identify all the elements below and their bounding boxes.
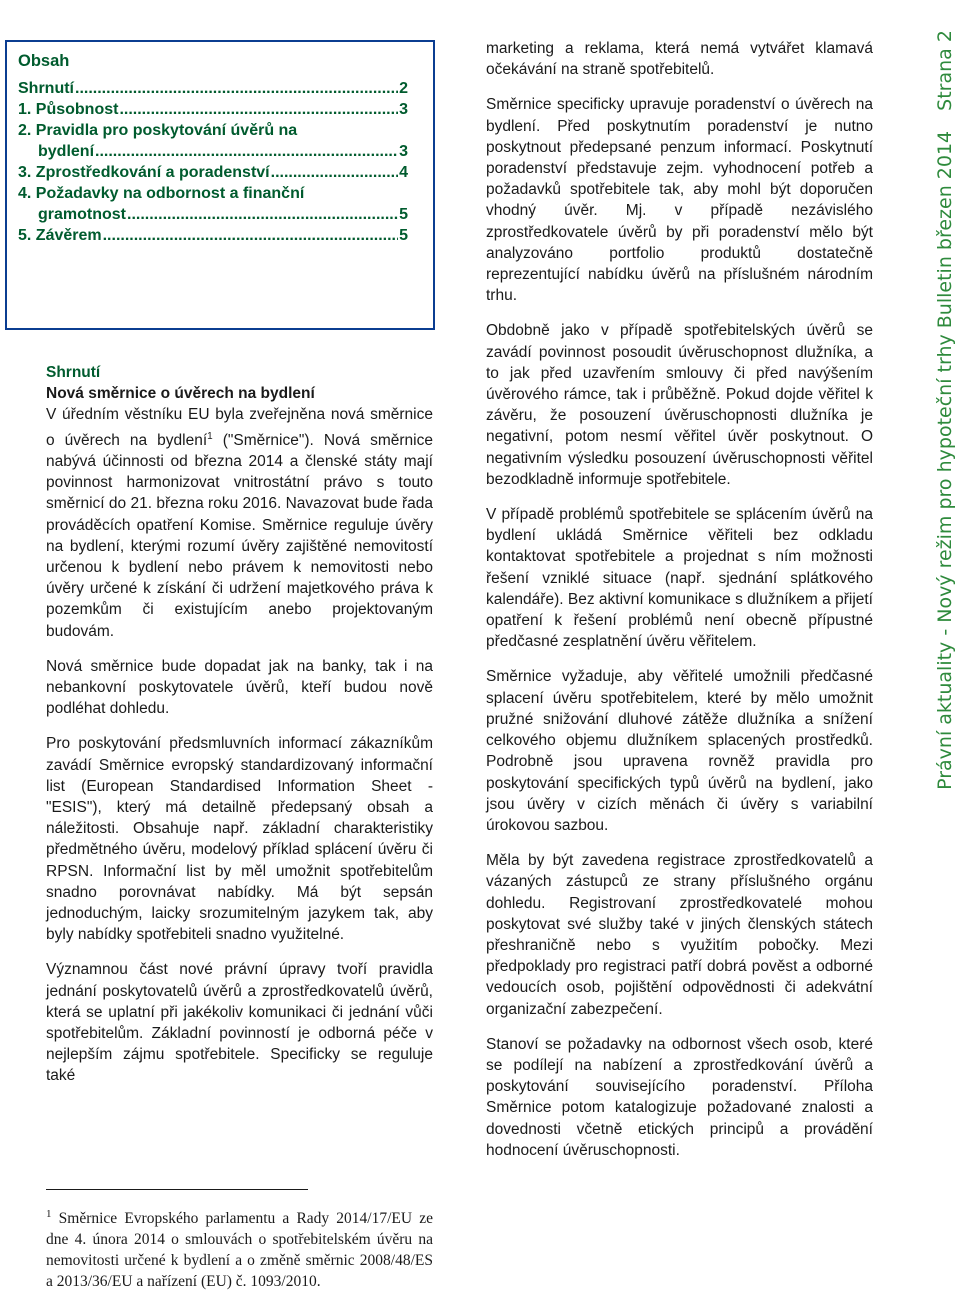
toc-entry-summary[interactable]: Shrnutí ..... 2 — [18, 78, 408, 99]
toc-entry-scope[interactable]: 1. Působnost ..... 3 — [18, 99, 408, 120]
summary-paragraph-2: Nová směrnice bude dopadat jak na banky, tak i na nebankovní poskytovatele úvěrů, kteří budou nově podléhat dohledu. — [46, 657, 433, 718]
side-banner — [931, 30, 959, 790]
summary-paragraph-1: V úředním věstníku EU byla zveřejněna nová směrnice o úvěrech na bydlení$^1$ ("Směrnice"). Nová směrnice nabývá účinnosti od března 2014 a členské státy mají povinnost harmonizovat vnitrostátní právo s touto směrnicí do 21. března roku 2016. Navazovat bude řada prováděcích opatření Komise. Směrnice reguluje úvěry na bydlení, kterými rozumí úvěry zajištěné nemovitostí určenou k bydlení nebo právem k nemovitosti nebo úvěry určené k získání či udržení majetkového práva k pozemkům či existujícím anebo projektovaným budovám. — [46, 406, 433, 640]
footnote-ref[interactable]: 1 — [207, 430, 213, 442]
right-paragraph-2: Směrnice specificky upravuje poradenství o úvěrech na bydlení. Před poskytnutím poradenství je nutno poskytnout předepsané penzum informací. Poskytnutí poradenství představuje zejm. vyhodnocení potřeb a požadavků spotřebitele tak, aby mohl být doporučen vhodný úvěr. Mj. v případě nezávislého zprostředkovatele úvěrů by při poradenství mělo být analyzováno portfolio produktů dostatečně reprezentující nabídku úvěrů na příslušném národním trhu. — [486, 96, 873, 305]
footnote-number: 1 — [46, 1208, 52, 1220]
right-paragraph-3: Obdobně jako v případě spotřebitelských úvěrů se zavádí povinnost posoudit úvěruschopnost dlužníka, a to jak před uzavřením smlouvy či před navýšením úvěrového rámce, tak i průběžně. Pokud dojde věřitel k závěru, že posouzení úvěruschopnosti dlužníka je negativní, potom nesmí věřitel úvěr poskytnout. O negativním výsledku posouzení úvěruschopnosti věřitel bezodkladně informuje spotřebitele. — [486, 322, 873, 488]
left-column — [46, 362, 433, 1100]
right-paragraph-6: Měla by být zavedena registrace zprostředkovatelů a vázaných zástupců ze strany příslušného orgánu dohledu. Registrovaní zprostředkovatelé mohou poskytovat své služby také v jiných členských státech přeshraničně nebo s využitím pobočky. Mezi předpoklady pro registraci patří dobrá pověst a odborné vedoucích osob, pojištění odpovědnosti či adekvátní organizační zabezpečení. — [486, 852, 873, 1018]
right-paragraph-1: marketing a reklama, která nemá vytvářet klamavá očekávání na straně spotřebitelů. — [486, 40, 873, 79]
side-banner-title: Právní aktuality - Nový režim pro hypoteční trhy Bulletin březen 2014 — [934, 130, 956, 790]
footnote-divider — [46, 1189, 308, 1190]
summary-paragraph-4: Významnou část nové právní úpravy tvoří pravidla jednání poskytovatelů úvěrů a zprostředkovatelů úvěrů, která se uplatní při jakékoliv komunikaci či jednání vůči spotřebitelům. Základní povinností je odborná péče v nejlepším zájmu spotřebitele. Specificky se reguluje také — [46, 961, 433, 1085]
side-banner-page: Strana 2 — [934, 30, 956, 111]
summary-subheading: Nová směrnice o úvěrech na bydlení — [46, 385, 315, 403]
summary-paragraph-3: Pro poskytování předsmluvních informací zákazníkům zavádí Směrnice evropský standardizovaný informační list (European Standardised Information Sheet - "ESIS"), který má detailně předepsaný obsah a náležitosti. Obsahuje např. základní charakteristiky předmětného úvěru, modelový příklad splácení úvěru či RPSN. Informační list by měl umožnit spotřebitelům snadno porovnávat nabídky. Má být sepsán jednoduchým, laicky srozumitelným jazykem tak, aby byly nabídky spotřebiteli snadno využitelné. — [46, 735, 433, 944]
toc-list — [18, 78, 408, 246]
toc-entry-requirements[interactable]: 4. Požadavky na odbornost a finanční gramotnost ..... 5 — [18, 183, 408, 225]
summary-heading: Shrnutí — [46, 364, 101, 381]
right-paragraph-7: Stanoví se požadavky na odbornost všech osob, které se podílejí na nabízení a zprostředkování úvěrů a poskytování souvisejícího poradenství. Příloha Směrnice potom katalogizuje požadované znalosti a dovednosti včetně etických principů a provádění hodnocení úvěruschopnosti. — [486, 1035, 873, 1159]
toc-title: Obsah — [18, 52, 70, 70]
footnote — [46, 1204, 433, 1292]
toc-entry-rules[interactable]: 2. Pravidla pro poskytování úvěrů na bydlení ..... 3 — [18, 120, 408, 162]
toc-entry-intermediation[interactable]: 3. Zprostředkování a poradenství ..... 4 — [18, 162, 408, 183]
right-paragraph-5: Směrnice vyžaduje, aby věřitelé umožnili předčasné splacení úvěru spotřebitelem, které by mělo umožnit pružné snižování dluhové zátěže dlužníka a snížení celkového objemu dlužníkem splacených prostředků. Podrobně jsou upravena rovněž pravidla pro poskytování specifických typů úvěrů na bydlení, jako jsou úvěry v cizích měnách či úvěry s variabilní úrokovou sazbou. — [486, 668, 873, 834]
right-column — [486, 38, 873, 1174]
toc-entry-conclusion[interactable]: 5. Závěrem ..... 5 — [18, 225, 408, 246]
right-paragraph-4: V případě problémů spotřebitele se splácením úvěrů na bydlení ukládá Směrnice věřiteli bez odkladu kontaktovat spotřebitele a projednat s ním možnosti řešení vzniklé situace (např. sjednání splátkového kalendáře). Bez aktivní komunikace s dlužníkem a přijetí opatření k řešení problémů není obecně přípustné předčasné zesplatnění úvěru věřitelem. — [486, 506, 873, 651]
footnote-text: Směrnice Evropského parlamentu a Rady 2014/17/EU ze dne 4. února 2014 o smlouvách o spotřebitelském úvěru na nemovitosti určené k bydlení a o změně směrnic 2008/48/ES a 2013/36/EU a nařízení (EU) č. 1093/2010. — [46, 1210, 433, 1291]
